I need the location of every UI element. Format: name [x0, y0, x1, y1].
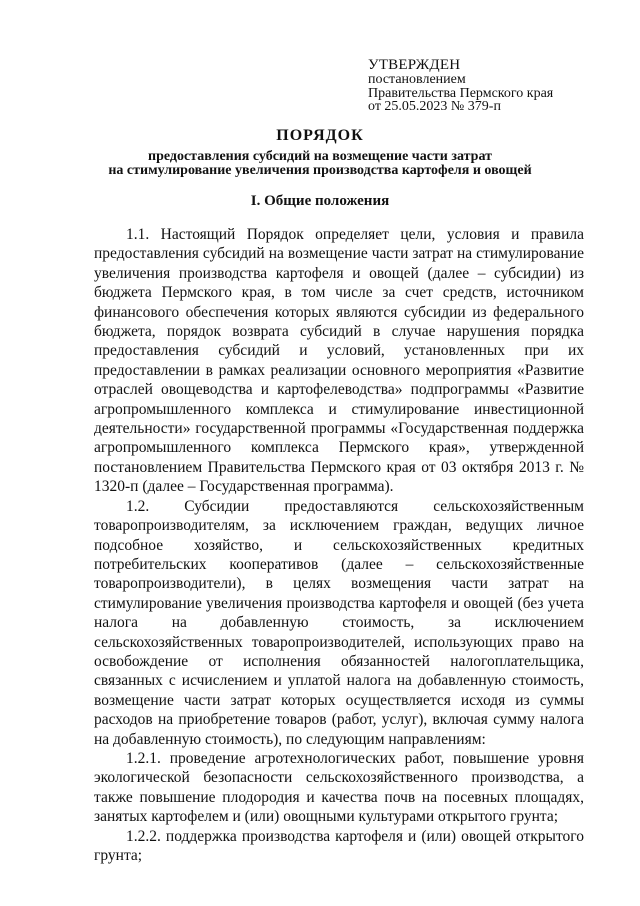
paragraph-1-2-1: 1.2.1. проведение агротехнологических работ, повышение уровня экологической безопасности сельскохозяйственного производства, а также повышение плодородия и качества почв на посевных площадях, занятых картофелем и (или) овощными культурами открытого грунта;	[94, 749, 584, 826]
subtitle-line-1: предоставления субсидий на возмещение части затрат	[148, 149, 492, 164]
subtitle-line-2: на стимулирование увеличения производства картофеля и овощей	[108, 163, 532, 178]
document-title: ПОРЯДОК	[276, 127, 364, 144]
document-body	[94, 225, 584, 865]
paragraph-1-2: 1.2. Субсидии предоставляются сельскохозяйственным товаропроизводителям, за исключением граждан, ведущих личное подсобное хозяйство, и сельскохозяйственных кредитных потребительских кооперативов (далее – сельскохозяйственные товаропроизводители), в целях возмещения части затрат на стимулирование увеличения производства картофеля и овощей (без учета налога на добавленную стоимость, за исключением сельскохозяйственных товаропроизводителей, использующих право на освобождение от исполнения обязанностей налогоплательщика, связанных с исчислением и уплатой налога на добавленную стоимость, возмещение части затрат которых осуществляется исходя из суммы расходов на приобретение товаров (работ, услуг), включая сумму налога на добавленную стоимость), по следующим направлениям:	[94, 497, 584, 748]
section-title: I. Общие положения	[250, 193, 390, 209]
approval-line-2: Правительства Пермского края	[368, 85, 554, 101]
paragraph-1-2-2: 1.2.2. поддержка производства картофеля и (или) овощей открытого грунта;	[94, 827, 584, 864]
approval-stamp	[368, 57, 553, 114]
approval-heading: УТВЕРЖДЕН	[368, 57, 461, 73]
approval-line-1: постановлением	[368, 72, 466, 87]
approval-line-3: от 25.05.2023 № 379-п	[368, 99, 501, 114]
document-subtitle	[0, 150, 640, 178]
paragraph-1-1: 1.1. Настоящий Порядок определяет цели, условия и правила предоставления субсидий на возмещение части затрат на стимулирование увеличения производства картофеля и овощей (далее – субсидии) из бюджета Пермского края, в том числе за счет средств, источником финансового обеспечения которых являются субсидии из федерального бюджета, порядок возврата субсидий в случае нарушения порядка предоставления субсидий и условий, установленных при их предоставлении в рамках реализации основного мероприятия «Развитие отраслей овощеводства и картофелеводства» подпрограммы «Развитие агропромышленного комплекса и стимулирование инвестиционной деятельности» государственной программы «Государственная поддержка агропромышленного комплекса Пермского края», утвержденной постановлением Правительства Пермского края от 03 октября 2013 г. № 1320-п (далее – Государственная программа).	[94, 226, 584, 496]
